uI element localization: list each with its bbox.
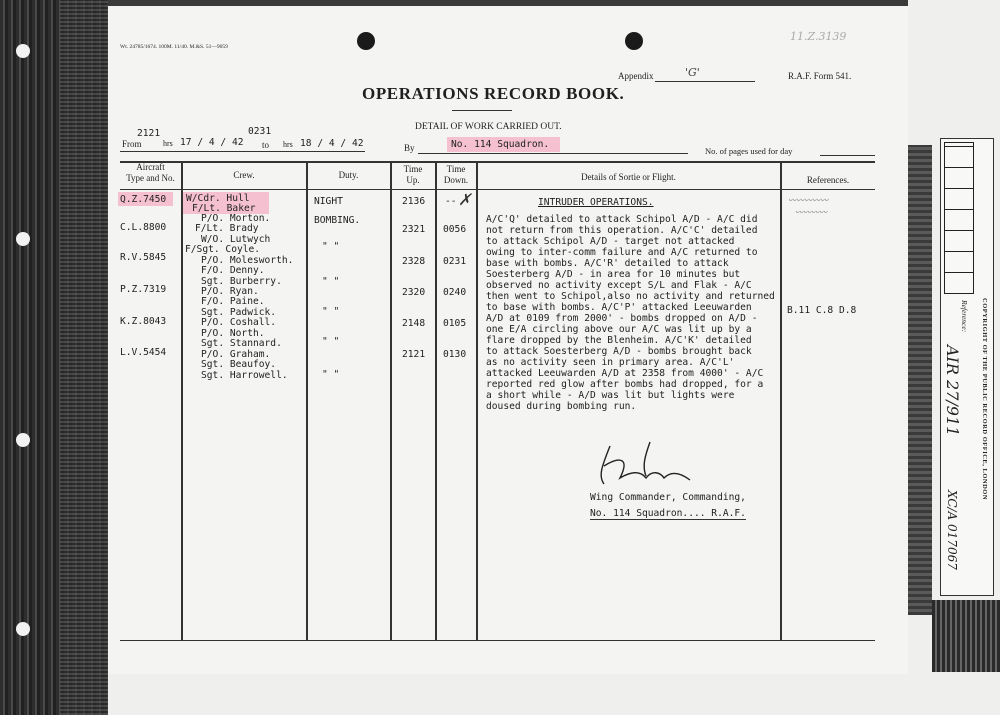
details-line: Soesterberg A/D - in area for 10 minutes but [486,269,741,280]
details-heading: INTRUDER OPERATIONS. [538,197,654,208]
crew-member: F/O. Paine. [201,296,265,307]
col-header-references: References. [806,175,850,185]
binder-spine [0,0,108,715]
column-divider [181,161,183,641]
crew-member: W/O. Lutwych [201,234,271,245]
time-up: 2328 [402,256,426,267]
details-line: base with bombs. A/C'R' detailed to attack [486,258,729,269]
time-up: 2320 [402,287,426,298]
hrs-label: hrs [163,139,173,148]
column-divider [435,161,437,641]
details-line: then went to Schipol,also no activity and returned [486,291,775,302]
col-header-crew: Crew. [233,170,255,180]
reference-note: B.11 C.8 D.8 [787,305,857,316]
details-line: flare dropped by the Blenheim. A/C'K' detailed [486,335,752,346]
col-header-aircraft: Aircraft Type and No. [126,162,175,183]
aircraft-id: Q.Z.7450 [120,194,167,205]
time-up: 2121 [402,349,426,360]
rule [418,153,688,154]
punch-hole [16,433,30,447]
from-label: From [122,139,142,149]
details-line: observed no activity except S/L and Flak - A/C [486,280,752,291]
col-header-time-up: Time Up. [403,164,423,185]
rule [820,155,875,156]
crew-member: F/Sgt. Coyle. [185,244,261,255]
table-top-rule [120,161,875,163]
crew-member: P/O. Ryan. [201,286,259,297]
details-line: attacked Leeuwarden A/D at 2358 from 4000' - A/C [486,368,764,379]
strip-shadow [932,600,1000,672]
time-down: 0231 [443,256,467,267]
details-line: doused during bombing run. [486,401,637,412]
crew-member: Sgt. Stannard. [201,338,282,349]
time-down: -- [445,196,457,207]
details-line: to attack Schipol A/D - target not attacked [486,236,735,247]
ruler-scale [944,142,974,294]
details-line: A/D at 0109 from 2000' - bombs dropped on A/D - [486,313,758,324]
details-line: reported red glow after bombs had dropped, for a [486,379,764,390]
reference-scribble: 〰〰〰〰〰 [788,196,828,205]
column-divider [780,161,782,641]
details-line: A/C'Q' detailed to attack Schipol A/D - A/C did [486,214,758,225]
details-line: to base with bombs. A/C'P' attacked Leeuwarden [486,302,752,313]
aircraft-id: R.V.5845 [120,252,167,263]
crew-member: Sgt. Burberry. [201,276,282,287]
details-line: as no activity seen in primary area. A/C'L' [486,357,735,368]
column-divider [306,161,308,641]
binder-hole [357,32,375,50]
signature-icon [590,436,710,492]
details-line: a short while - A/D was lit but lights were [486,390,735,401]
crew-member: P/O. Morton. [201,213,271,224]
time-up: 2321 [402,224,426,235]
punch-hole [16,232,30,246]
appendix-value: 'G' [685,66,700,79]
punch-hole [16,44,30,58]
crew-member: F/Lt. Baker [192,203,256,214]
signature-unit: No. 114 Squadron.... R.A.F. [590,508,746,519]
page-subtitle: DETAIL OF WORK CARRIED OUT. [415,122,562,132]
time-up: 2136 [402,196,426,207]
raf-form-label: R.A.F. Form 541. [788,71,852,81]
to-label: to [262,140,270,150]
from-date: 17 / 4 / 42 [180,137,244,148]
reference-value-secondary: XC/A 017067 [945,490,959,570]
duty-entry: NIGHT [314,196,343,207]
squadron-name: No. 114 Squadron. [451,139,550,150]
to-time: 0231 [248,126,272,137]
crew-member: F/O. Denny. [201,265,265,276]
reference-value: AIR 27/911 [943,345,962,437]
crew-member: Sgt. Padwick. [201,307,277,318]
hrs-label: hrs [283,140,293,149]
appendix-label: Appendix [618,71,654,81]
by-label: By [404,143,415,153]
duty-ditto: " " [322,276,340,287]
table-header-rule [120,189,875,190]
reference-label: Reference: [960,300,969,333]
details-line: to attack Soesterberg A/D - bombs brought back [486,346,752,357]
punch-hole [16,622,30,636]
rule [655,81,755,82]
sheet-bottom-edge [108,674,980,715]
rule [120,151,365,152]
aircraft-id: P.Z.7319 [120,284,167,295]
time-down: 0130 [443,349,467,360]
crew-member: W/Cdr. Hull [186,193,250,204]
duty-ditto: " " [322,369,340,380]
copyright-notice: COPYRIGHT OF THE PUBLIC RECORD OFFICE, LONDON [981,298,988,501]
crew-member: P/O. Molesworth. [201,255,294,266]
details-line: owing to inter-comm failure and A/C returned to [486,247,758,258]
crew-member: Sgt. Harrowell. [201,370,288,381]
aircraft-id: K.Z.8043 [120,316,167,327]
duty-entry: BOMBING. [314,215,361,226]
crew-member: F/Lt. Brady [195,223,259,234]
cross-mark-icon: ✗ [458,190,472,209]
time-down: 0105 [443,318,467,329]
crew-member: P/O. North. [201,328,265,339]
binder-hole [625,32,643,50]
time-down: 0240 [443,287,467,298]
to-date: 18 / 4 / 42 [300,138,364,149]
col-header-details: Details of Sortie or Flight. [581,172,676,182]
title-rule [452,110,512,111]
table-bottom-rule [120,640,875,641]
reference-number: 11.Z.3139 [790,30,847,43]
duty-ditto: " " [322,336,340,347]
signature-title: Wing Commander, Commanding, [590,492,746,503]
duty-ditto: " " [322,306,340,317]
crew-member: Sgt. Beaufoy. [201,359,277,370]
col-header-time-down: Time Down. [443,164,469,185]
page-title: OPERATIONS RECORD BOOK. [362,84,625,103]
aircraft-id: L.V.5454 [120,347,167,358]
reference-scribble: 〰〰〰〰 [795,208,827,217]
column-divider [390,161,392,641]
column-divider [476,161,478,641]
strip-shadow [908,145,932,615]
crew-member: P/O. Coshall. [201,317,277,328]
duty-ditto: " " [322,241,340,252]
time-down: 0056 [443,224,467,235]
crew-member: P/O. Graham. [201,349,271,360]
pages-label: No. of pages used for day [705,146,793,156]
printer-line: Wt. 24785/1674. 100M. 11/40. M.&S. 51—9059 [120,44,228,50]
from-time: 2121 [137,128,161,139]
aircraft-id: C.L.8800 [120,222,167,233]
col-header-duty: Duty. [338,170,359,180]
time-up: 2148 [402,318,426,329]
details-line: not return from this operation. A/C'C' detailed [486,225,758,236]
details-line: one E/A circling above our A/C was lit up by a [486,324,752,335]
